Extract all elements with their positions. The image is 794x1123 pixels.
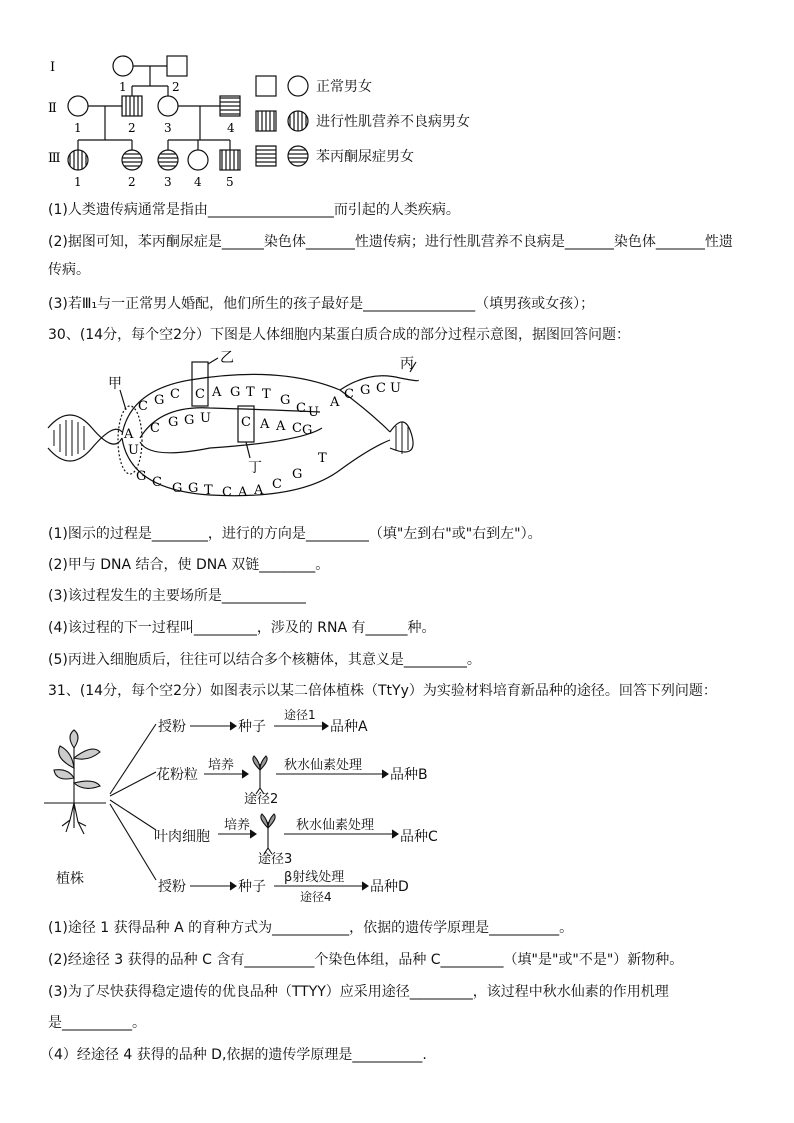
legend-female-dmd: [288, 111, 308, 131]
bottom-strand-base: G: [292, 467, 303, 482]
top-strand-base: C: [296, 401, 306, 416]
row3-treat: 秋水仙素处理: [296, 818, 375, 833]
rna-strand-base: A: [260, 417, 270, 432]
gen1-num-1: 1: [119, 80, 127, 94]
row4-mid: 种子: [238, 879, 266, 895]
rna-strand-base: C: [150, 421, 160, 436]
gen3-num-3: 3: [164, 175, 172, 189]
q31-question-1: (1)途径 1 获得品种 A 的育种方式为___________，依据的遗传学原理是__________。: [48, 920, 574, 936]
top-strand-base: C: [195, 387, 205, 402]
legend-female-normal: [288, 76, 308, 96]
q31-header: 31、(14分，每个空2分）如图表示以某二倍体植株（TtYy）为实验材料培育新品种的途径。回答下列问题：: [48, 683, 717, 699]
gen3-female-normal-4: [188, 150, 208, 170]
q30-question-5: (5)丙进入细胞质后，往往可以结合多个核糖体，其意义是_________。: [48, 652, 481, 668]
gen2-num-2: 2: [128, 121, 136, 135]
gen1-male-normal: [167, 56, 187, 76]
q30-question-1: (1)图示的过程是________，进行的方向是_________（填"左到右"或"右到左"）。: [48, 526, 542, 542]
plant-label: 植株: [56, 871, 84, 887]
q30-question-3: (3)该过程发生的主要场所是____________: [48, 588, 306, 604]
top-strand-base: G: [154, 393, 165, 408]
gen-label-1: Ⅰ: [50, 60, 56, 75]
rna-strand-base: U: [200, 411, 211, 426]
gen2-num-3: 3: [164, 121, 172, 135]
gen2-female-normal-1: [68, 96, 88, 116]
q30-question-4: (4)该过程的下一过程叫_________，涉及的 RNA 有______种。: [48, 620, 436, 636]
rna-tail-base: A: [330, 395, 340, 410]
q31-question-3a: (3)为了尽快获得稳定遗传的优良品种（TTYY）应采用途径_________，该过程中秋水仙素的作用机理: [48, 984, 669, 1000]
rna-strand-base: G: [184, 413, 195, 428]
rna-tail-base: U: [308, 405, 319, 420]
top-strand-base: T: [262, 387, 271, 402]
q29-question-1: (1)人类遗传病通常是指由__________________而引起的人类疾病。: [48, 202, 460, 218]
row2-culture: 培养: [208, 758, 235, 773]
legend-text-dmd: 进行性肌营养不良病男女: [316, 114, 470, 130]
label-ding: 丁: [248, 460, 262, 476]
rna-strand-base: C: [292, 421, 302, 436]
gen3-num-1: 1: [74, 175, 82, 189]
gen3-female-pku-2: [122, 150, 142, 170]
gen2-num-1: 1: [74, 121, 82, 135]
row3-end: 品种C: [400, 829, 438, 845]
gen1-female-normal: [113, 56, 133, 76]
row3-culture: 培养: [224, 818, 251, 833]
rna-strand-base: G: [302, 423, 313, 438]
gen2-male-pku-4: [220, 96, 240, 116]
row1-mid: 种子: [238, 719, 266, 735]
gen3-num-5: 5: [226, 175, 234, 189]
gen2-num-4: 4: [227, 121, 235, 135]
top-strand-base: T: [246, 385, 255, 400]
bottom-strand-base: C: [272, 477, 282, 492]
bottom-strand-base: G: [172, 481, 183, 496]
gen3-female-dmd-1: [68, 150, 88, 170]
bottom-strand-base: G: [136, 469, 147, 484]
gen-label-3: Ⅲ: [48, 151, 61, 166]
bottom-strand-base: T: [204, 483, 213, 498]
row1-path: 途径1: [284, 708, 316, 722]
gen3-female-pku-3: [158, 150, 178, 170]
label-bing: 丙: [400, 356, 414, 372]
q31-question-4: （4）经途径 4 获得的品种 D,依据的遗传学原理是__________.: [40, 1047, 427, 1063]
gen3-num-4: 4: [194, 175, 202, 189]
row1-start: 授粉: [158, 719, 186, 735]
legend-text-normal: 正常男女: [316, 79, 372, 95]
bottom-strand-base: A: [254, 483, 264, 498]
legend-male-normal: [256, 76, 276, 96]
bottom-strand-base: G: [188, 481, 199, 496]
q30-header: 30、(14分，每个空2分）下图是人体细胞内某蛋白质合成的部分过程示意图，据图回答问题：: [48, 327, 630, 343]
row3-start: 叶肉细胞: [154, 829, 210, 845]
gen1-num-2: 2: [172, 80, 180, 94]
q29-question-2b: 传病。: [48, 262, 90, 278]
row2-path: 途径2: [244, 792, 279, 807]
row4-treat: β射线处理: [284, 870, 345, 885]
enzyme-base: A: [124, 427, 134, 442]
bottom-strand-base: C: [222, 485, 232, 500]
row2-end: 品种B: [390, 767, 428, 783]
legend-text-pku: 苯丙酮尿症男女: [316, 149, 414, 165]
q31-question-2: (2)经途径 3 获得的品种 C 含有__________个染色体组，品种 C_________（填"是"或"不是"）新物种。: [48, 952, 684, 968]
q29-question-3: (3)若Ⅲ₁与一正常男人婚配，他们所生的孩子最好是________________（填男孩或女孩）；: [48, 296, 595, 312]
bottom-strand-base: A: [238, 485, 248, 500]
row3-path: 途径3: [258, 852, 293, 867]
top-strand-base: A: [212, 385, 222, 400]
label-yi: 乙: [220, 350, 234, 366]
gen-label-2: Ⅱ: [48, 101, 57, 116]
rna-strand-base: A: [276, 419, 286, 434]
row4-start: 授粉: [158, 879, 186, 895]
label-jia: 甲: [108, 376, 122, 392]
enzyme-base: U: [128, 443, 139, 458]
top-strand-base: G: [230, 385, 241, 400]
rna-tail-base: C: [344, 387, 354, 402]
gen3-male-dmd-5: [220, 150, 240, 170]
row4-path: 途径4: [300, 890, 332, 904]
q31-question-3b: 是__________。: [48, 1015, 146, 1031]
top-strand-base: C: [138, 399, 148, 414]
pedigree-chart: [40, 48, 260, 192]
legend-male-pku: [256, 146, 276, 166]
rna-strand-base: G: [168, 415, 179, 430]
rna-strand-base: C: [241, 415, 251, 430]
plant-illustration: [44, 730, 106, 834]
row2-treat: 秋水仙素处理: [284, 758, 363, 773]
row2-start: 花粉粒: [156, 767, 198, 783]
legend-female-pku: [288, 146, 308, 166]
bottom-strand-base: C: [152, 475, 162, 490]
q29-question-2a: (2)据图可知，苯丙酮尿症是______染色体_______性遗传病；进行性肌营养不良病是_______染色体_______性遗: [48, 234, 733, 250]
rna-tail-base: U: [390, 381, 401, 396]
bottom-strand-base: T: [318, 451, 327, 466]
rna-tail-base: G: [360, 383, 371, 398]
transcription-diagram: [40, 350, 420, 520]
gen2-female-normal-3: [158, 96, 178, 116]
gen3-num-2: 2: [128, 175, 136, 189]
row4-end: 品种D: [370, 879, 409, 895]
legend-male-dmd: [256, 111, 276, 131]
rna-tail-base: C: [376, 381, 386, 396]
top-strand-base: C: [170, 387, 180, 402]
top-strand-base: G: [280, 393, 291, 408]
q30-question-2: (2)甲与 DNA 结合，使 DNA 双链________。: [48, 557, 330, 573]
row1-end: 品种A: [330, 719, 368, 735]
gen2-male-dmd-2: [122, 96, 142, 116]
